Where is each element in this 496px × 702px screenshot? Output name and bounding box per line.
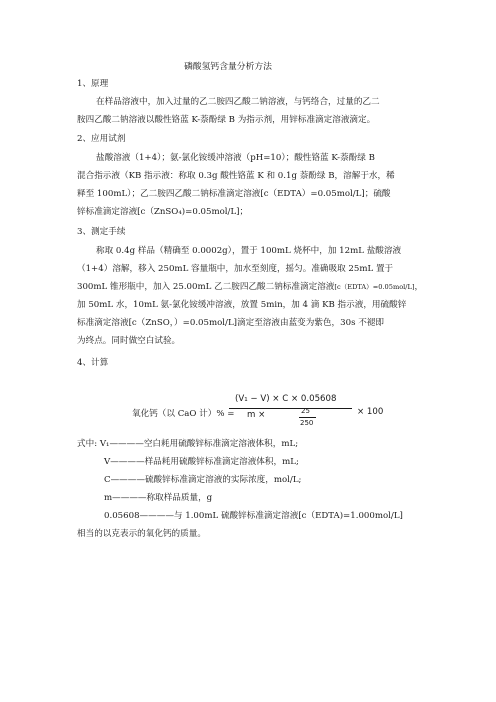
formula-fraction [229,393,355,433]
paragraph-line: 标准滴定溶液[c（ZnSO，）=0.05mol/L]滴定至溶液由蓝变为紫色，30s 不褪即 [77,318,384,328]
section-heading-procedure: 3、测定手续 [77,227,126,237]
paragraph-line: 混合指示液（KB 指示液：称取 0.3g 酸性铬蓝 K 和 0.1g 萘酚绿 B，溶解于水，稀 [77,171,395,181]
formula-denominator [247,407,314,427]
formula-lhs: 氧化钙（以 CaO 计）% = [132,409,235,419]
paragraph-text: 300mL 锥形瓶中，加入 25.00mL 乙二胺四乙酸二钠标准滴定溶液 [77,282,335,292]
aliquot-numerator: 25 [301,407,310,415]
variable-definition: 0.05608————与 1.00mL 硫酸锌标准滴定溶液[c（EDTA)=1.000mol/L] [104,511,403,521]
section-heading-principle: 1、原理 [77,79,109,89]
paragraph-line: 称取 0.4g 样品（精确至 0.0002g），置于 100mL 烧杯中，加 12mL 盐酸溶液 [96,246,402,256]
paragraph-line: 为终点。同时做空白试验。 [77,336,181,346]
paragraph-line: 锌标准滴定溶液[c（ZnSO₄)=0.05mol/L]； [77,207,249,217]
paragraph-line: 释至 100mL）；乙二胺四乙酸二钠标准滴定溶液[c（EDTA）=0.05mol/L]；硫酸 [77,189,391,199]
variable-definition: C————硫酸锌标准滴定溶液的实际浓度，mol/L; [104,475,302,485]
formula-numerator: (V₁ − V) × C × 0.05608 [235,394,337,404]
paragraph-line [77,281,423,293]
paragraph-text: ， [414,282,424,292]
edta-concentration-note: [c（EDTA）=0.05mol/L] [334,283,415,291]
aliquot-denominator: 250 [300,419,314,427]
variable-definition: m————称取样品质量，g [104,493,213,503]
aliquot-fraction [299,407,317,431]
paragraph-line: 盐酸溶液（1+4）；氨-氯化铵缓冲溶液（pH=10）；酸性铬蓝 K-萘酚绿 B [96,153,375,163]
fraction-bar [229,408,352,409]
denominator-prefix: m × [247,410,266,420]
paragraph-line: 在样品溶液中，加入过量的乙二胺四乙酸二钠溶液，与钙络合，过量的乙二 [96,97,380,107]
aliquot-bar [299,417,316,418]
variable-definition: 相当的以克表示的氧化钙的质量。 [77,529,206,539]
section-heading-reagents: 2、应用试剂 [77,134,126,144]
paragraph-line: 胺四乙酸二钠溶液以酸性铬蓝 K-萘酚绿 B 为指示剂，用锌标准滴定溶液滴定。 [77,115,376,125]
document-title: 磷酸氢钙含量分析方法 [184,62,272,72]
variable-definition: 式中: V₁————空白耗用硫酸锌标准滴定溶液体积，mL; [77,439,299,449]
section-heading-calculation: 4、计算 [77,358,109,368]
variable-definition: V————样品耗用硫酸锌标准滴定溶液体积，mL; [104,457,299,467]
paragraph-line: （1+4）溶解，移入 250mL 容量瓶中，加水至刻度，摇匀。准确吸取 25mL 置于 [77,264,394,274]
paragraph-line: 加 50mL 水，10mL 氨-氯化铵缓冲溶液，放置 5min，加 4 滴 KB 指示液，用硫酸锌 [77,300,407,310]
formula-multiplier: × 100 [357,407,384,417]
calcium-oxide-formula [132,393,384,433]
